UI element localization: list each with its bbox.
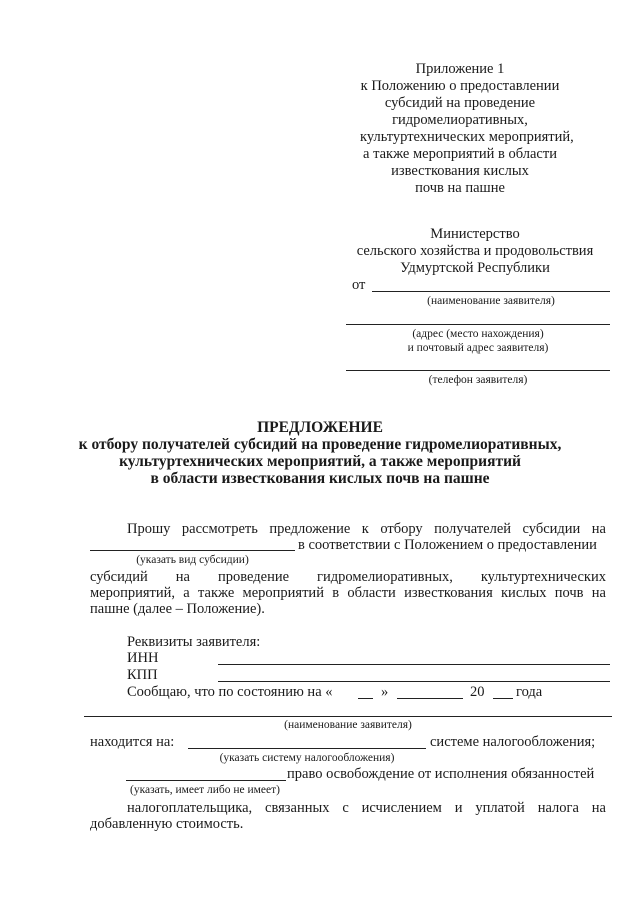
report-quote-close: » [381,684,389,700]
word: субсидий [90,569,148,585]
recipient-line: Министерство [430,226,520,242]
applicant-name-line[interactable] [84,716,612,717]
word: на [175,569,190,585]
applicant-name-caption-body: (наименование заявителя) [284,719,412,731]
applicant-name-field[interactable] [372,291,610,292]
word: и [454,800,463,816]
address-caption-2: и почтовый адрес заявителя) [407,342,549,354]
inn-label: ИНН [127,650,159,666]
paragraph-line: пашне (далее – Положение). [90,601,265,617]
word: гидромелиоративных, [317,569,453,585]
has-or-not-field[interactable] [126,780,286,781]
word: с [342,800,349,816]
exemption-text: право освобождение от исполнения обязанностей [287,766,595,782]
located-on-label: находится на: [90,734,175,750]
appendix-line: Приложение 1 [415,61,505,77]
word: налогоплательщика, [127,800,253,816]
vat-line: добавленную стоимость. [90,816,244,832]
appendix-line: культуртехнических мероприятий, [360,129,574,145]
applicant-name-caption: (наименование заявителя) [427,295,555,307]
word: уплатой [475,800,525,816]
report-year-suffix: года [516,684,543,700]
title-line: культуртехнических мероприятий, а также мероприятий [119,453,521,470]
kpp-field[interactable] [218,681,610,682]
subsidy-type-field[interactable] [90,550,295,551]
word: культуртехнических [480,569,606,585]
tax-system-field[interactable] [188,748,426,749]
address-caption-1: (адрес (место нахождения) [412,328,544,340]
kpp-label: КПП [127,667,158,683]
word: налога [537,800,579,816]
recipient-line: сельского хозяйства и продовольствия [356,243,594,259]
taxpayer-line-justified [127,800,606,817]
subsidy-type-caption: (указать вид субсидии) [136,554,249,566]
title-line: к отбору получателей субсидий на проведение гидромелиоративных, [78,436,562,453]
appendix-line: к Положению о предоставлении [360,78,560,94]
in-accordance-text: в соответствии с Положением о предоставлении [298,537,597,553]
request-line: Прошу рассмотреть предложение к отбору получателей субсидии на [127,521,606,537]
paragraph-line-justified [90,569,606,586]
paragraph-line: мероприятий, а также мероприятий в области известкования кислых почв на [90,585,606,601]
report-year-prefix: 20 [470,684,485,700]
phone-field[interactable] [346,370,610,371]
tax-system-caption: (указать систему налогообложения) [219,752,395,764]
phone-caption: (телефон заявителя) [428,374,528,386]
word: исчислением [361,800,442,816]
appendix-line: известкования кислых [391,163,529,179]
word: на [591,800,606,816]
appendix-line: а также мероприятий в области [363,146,557,162]
has-or-not-caption: (указать, имеет либо не имеет) [129,784,280,796]
report-day-field[interactable] [358,698,373,699]
report-year-field[interactable] [493,698,513,699]
appendix-line: почв на пашне [415,180,505,196]
report-prefix: Сообщаю, что по состоянию на « [127,684,333,700]
appendix-line: субсидий на проведение [384,95,536,111]
title-main: ПРЕДЛОЖЕНИЕ [257,419,383,436]
tax-system-suffix: системе налогообложения; [430,734,596,750]
report-month-field[interactable] [397,698,463,699]
address-field[interactable] [346,324,610,325]
title-line: в области известкования кислых почв на пашне [150,470,490,487]
appendix-line: гидромелиоративных, [392,112,528,128]
requisites-label: Реквизиты заявителя: [127,634,261,650]
from-label: от [352,277,366,293]
recipient-line: Удмуртской Республики [400,260,550,276]
inn-field[interactable] [218,664,610,665]
word: проведение [217,569,290,585]
word: связанных [265,800,330,816]
